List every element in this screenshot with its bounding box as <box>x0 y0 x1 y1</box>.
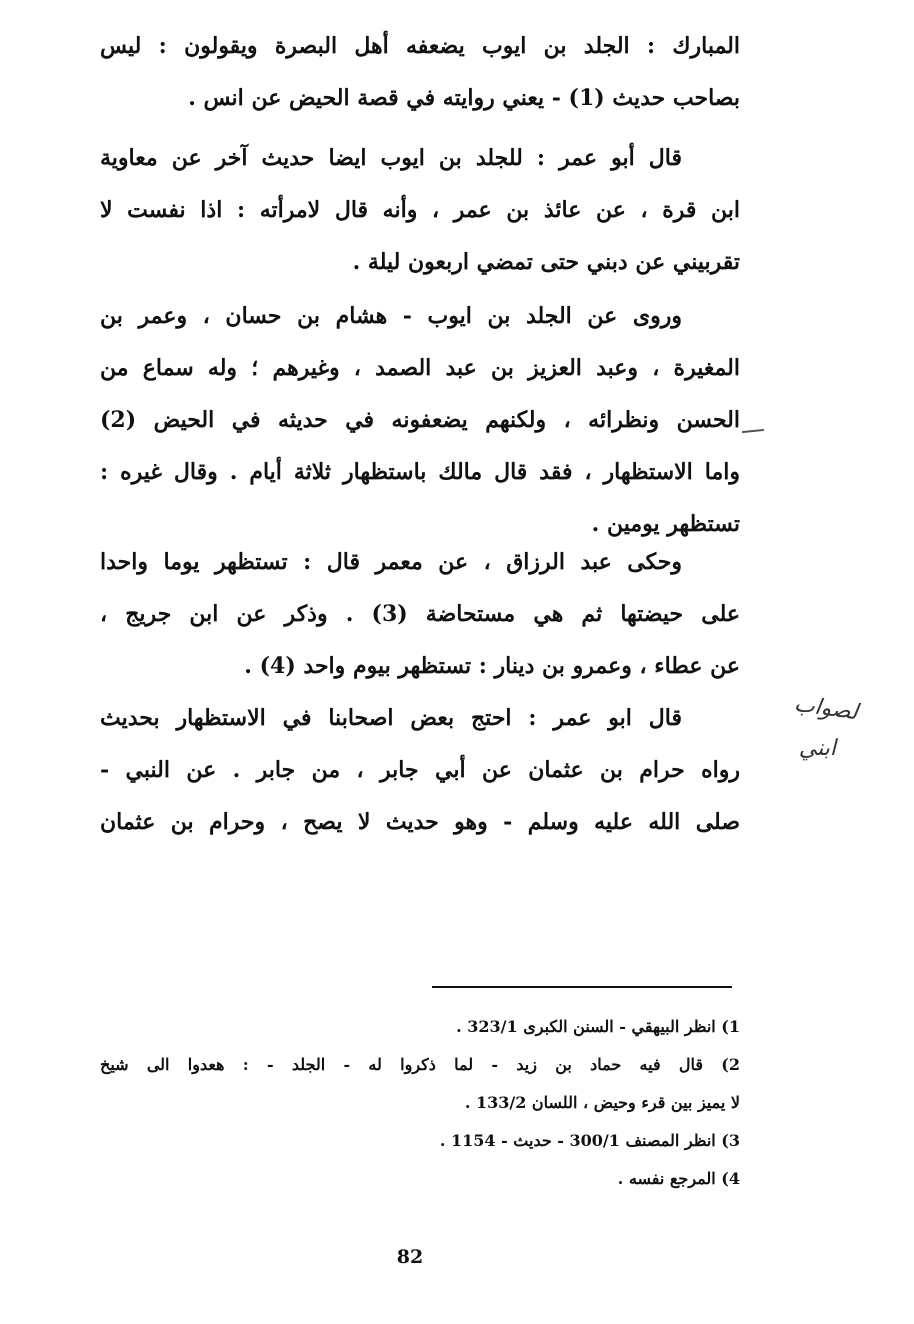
page-number: 82 <box>396 1246 424 1268</box>
footnotes <box>100 1008 740 1198</box>
text-line: قال أبو عمر : للجلد بن ايوب ايضا حديث آخر عن معاوية <box>100 145 682 171</box>
footnote: 2) قال فيه حماد بن زيد - لما ذكروا له - الجلد - : هعدوا الى شيخ <box>100 1055 740 1074</box>
paragraph-4 <box>100 536 740 692</box>
text-line: بصاحب حديث (1) - يعني روايته في قصة الحيض عن انس . <box>188 85 740 111</box>
paragraph-5 <box>100 692 740 848</box>
paragraph-1 <box>100 20 740 124</box>
text-line: الحسن ونظرائه ، ولكنهم يضعفونه في حديثه في الحيض (2) <box>100 407 740 433</box>
text-line: رواه حرام بن عثمان عن أبي جابر ، من جابر . عن النبي - <box>100 757 740 783</box>
text-line: على حيضتها ثم هي مستحاضة (3) . وذكر عن ابن جريج ، <box>100 601 740 627</box>
text-line: تقربيني عن دبني حتى تمضي اربعون ليلة . <box>352 249 740 275</box>
text-line: تستظهر يومين . <box>591 511 740 537</box>
handwritten-margin-note <box>748 690 858 780</box>
margin-note-line: ابني <box>798 736 836 761</box>
text-line: وروى عن الجلد بن ايوب - هشام بن حسان ، وعمر بن <box>100 303 682 329</box>
text-line: واما الاستظهار ، فقد قال مالك باستظهار ثلاثة أيام . وقال غيره : <box>100 459 740 485</box>
margin-note-line: لصواب <box>792 691 860 726</box>
text-line: ابن قرة ، عن عائذ بن عمر ، وأنه قال لامرأته : اذا نفست لا <box>100 197 740 223</box>
footnote-continuation: لا يميز بين قرء وحيض ، اللسان 133/2 . <box>464 1093 740 1112</box>
footnote-separator <box>432 986 732 988</box>
text-line: عن عطاء ، وعمرو بن دينار : تستظهر بيوم واحد (4) . <box>244 653 740 679</box>
footnote: 1) انظر البيهقي - السنن الكبرى 323/1 . <box>456 1017 740 1036</box>
text-line: وحكى عبد الرزاق ، عن معمر قال : تستظهر يوما واحدا <box>100 549 682 575</box>
footnote: 4) المرجع نفسه . <box>617 1169 740 1188</box>
margin-tick-mark <box>742 429 764 433</box>
footnote: 3) انظر المصنف 300/1 - حديث - 1154 . <box>439 1131 740 1150</box>
paragraph-3 <box>100 290 740 550</box>
text-line: قال ابو عمر : احتج بعض اصحابنا في الاستظهار بحديث <box>100 705 682 731</box>
text-line: المبارك : الجلد بن ايوب يضعفه أهل البصرة ويقولون : ليس <box>100 33 740 59</box>
text-line: المغيرة ، وعبد العزيز بن عبد الصمد ، وغيرهم ؛ وله سماع من <box>100 355 740 381</box>
paragraph-2 <box>100 132 740 288</box>
text-line: صلى الله عليه وسلم - وهو حديث لا يصح ، وحرام بن عثمان <box>100 809 740 835</box>
